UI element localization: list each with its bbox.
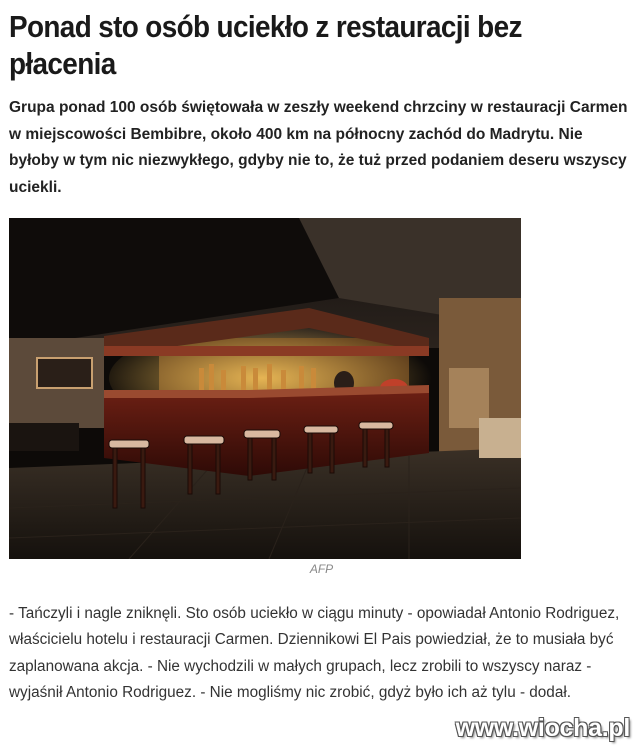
article-photo [9,218,521,559]
article-lead: Grupa ponad 100 osób świętowała w zeszły weekend chrzciny w restauracji Carmen w miejscowości Bembibre, około 400 km na północny zachód do Madrytu. Nie byłoby w tym nic niezwykłego, gdyby nie to, że tuż przed podaniem deseru wszyscy uciekli. [9,99,628,196]
photo-caption: AFP [309,562,334,576]
article-title: Ponad sto osób uciekło z restauracji bez płacenia [9,9,522,81]
article-body: - Tańczyli i nagle zniknęli. Sto osób uciekło w ciągu minuty - opowiadał Antonio Rodriguez, właścicielu hotelu i restauracji Carmen. Dziennikowi El Pais powiedział, że to musiała być zaplanowana akcja. - Nie wychodzili w małych grupach, lecz zrobili to wszyscy naraz - wyjaśnił Antonio Rodriguez. - Nie mogliśmy nic zrobić, gdyż było ich aż tylu - dodał. [9,605,620,701]
site-watermark: www.wiocha.pl [455,714,630,742]
